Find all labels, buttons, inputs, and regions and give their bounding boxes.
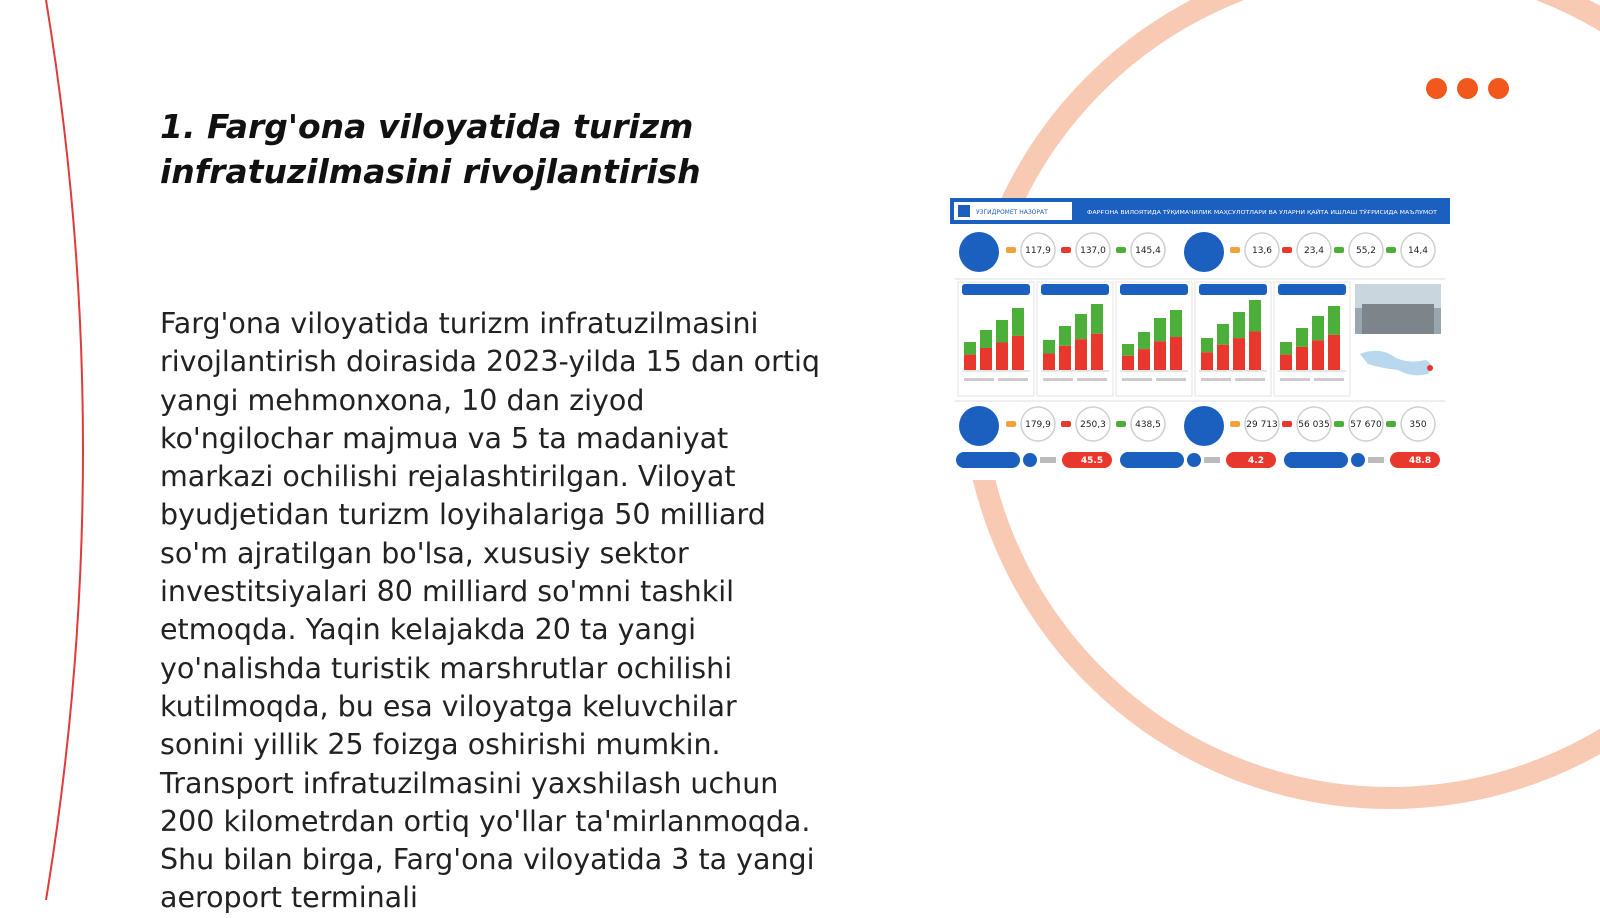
bottom-right-value: 29 713 [1246, 420, 1278, 430]
bar-green [1201, 338, 1213, 352]
bar-green [1043, 340, 1055, 354]
bar-green [1249, 300, 1261, 332]
left-edge-line [46, 0, 83, 900]
bottom-right-pill [1386, 421, 1396, 427]
bar-red [1296, 347, 1308, 370]
top-right-pill [1334, 247, 1344, 253]
bar-green [1233, 312, 1245, 338]
bar-red [1170, 337, 1182, 370]
top-right-value: 13,6 [1251, 246, 1273, 256]
bar-red [1233, 338, 1245, 370]
bar-green [1296, 328, 1308, 347]
bar-red [1091, 334, 1103, 370]
slide-title: 1. Farg'ona viloyatida turizm infratuzilmasini rivojlantirish [160, 107, 701, 191]
bar-red [964, 355, 976, 370]
bar-panel-header [1199, 284, 1267, 295]
bottom-right-pill [1282, 421, 1292, 427]
footer-value: 48.8 [1408, 456, 1432, 466]
dot-icon [1488, 78, 1509, 99]
footer-icon [1351, 453, 1365, 467]
bottom-right-value: 57 670 [1350, 420, 1382, 430]
top-right-value: 14,4 [1407, 246, 1429, 256]
footer-icon [1023, 453, 1037, 467]
bottom-left-value: 179,9 [1025, 420, 1051, 430]
bottom-right-value: 56 035 [1298, 420, 1330, 430]
bottom-left-pill [1006, 421, 1016, 427]
bar-green [1154, 318, 1166, 341]
infographic-image [950, 198, 1450, 480]
bar-green [1312, 316, 1324, 340]
top-right-pill [1230, 247, 1240, 253]
bar-red [1154, 341, 1166, 370]
bar-red [1122, 356, 1134, 370]
bottom-left-value: 250,3 [1080, 420, 1106, 430]
top-left-pill [1116, 247, 1126, 253]
dot-icon [1457, 78, 1478, 99]
footer-label-pill [956, 452, 1020, 468]
footer-icon [1187, 453, 1201, 467]
slide-body-text: Farg'ona viloyatida turizm infratuzilmasini rivojlantirish doirasida 2023-yilda 15 dan ortiq yangi mehmonxona, 10 dan ziyod ko'ngilochar majmua va 5 ta madaniyat markazi ochilishi rejalashtirilgan. Viloyat byudjetidan turizm loyihalariga 50 milliard so'm ajratilgan bo'lsa, xususiy sektor investitsiyalari 80 milliard so'mni tashkil etmoqda. Yaqin kelajakda 20 ta yangi yo'nalishda turistik marshrutlar ochilishi kutilmoqda, bu esa viloyatga keluvchilar sonini yillik 25 foizga oshirishi mumkin. Transport infratuzilmasini yaxshilash uchun 200 kilometrdan ortiq yo'llar ta'mirlanmoqda. Shu bilan birga, Farg'ona viloyatida 3 ta yangi aeroport terminali [160, 307, 820, 915]
bar-green [1091, 304, 1103, 334]
top-right-value: 55,2 [1355, 246, 1377, 256]
bottom-left-pill [1116, 421, 1126, 427]
bar-red [1249, 332, 1261, 371]
bar-green [964, 342, 976, 355]
bar-red [996, 343, 1008, 371]
dot-icon [1426, 78, 1447, 99]
bar-red [1217, 345, 1229, 370]
bar-green [996, 320, 1008, 343]
top-left-pill [1061, 247, 1071, 253]
bar-green [1059, 326, 1071, 346]
infographic-logo-text: УЗГИДРОМЕТ НАЗОРАТ [976, 209, 1048, 216]
footer-value: 4.2 [1248, 456, 1264, 466]
footer-label-pill [1120, 452, 1184, 468]
footer-label-pill [1284, 452, 1348, 468]
top-left-value: 145,4 [1135, 246, 1161, 256]
bar-green [1280, 342, 1292, 355]
bar-red [1059, 346, 1071, 370]
bar-red [1012, 336, 1024, 370]
bar-green [1328, 306, 1340, 335]
bottom-left-category-icon [959, 406, 999, 446]
bar-panel-header [1278, 284, 1346, 295]
bar-red [1280, 355, 1292, 370]
bar-panel-header [1041, 284, 1109, 295]
bottom-left-value: 438,5 [1135, 420, 1161, 430]
bar-red [1075, 339, 1087, 370]
bar-red [1138, 349, 1150, 370]
bar-red [1328, 335, 1340, 370]
bar-green [1075, 314, 1087, 339]
bar-green [1217, 324, 1229, 345]
bar-green [1012, 308, 1024, 336]
bottom-right-pill [1334, 421, 1344, 427]
top-right-value: 23,4 [1303, 246, 1325, 256]
bar-green [1122, 344, 1134, 356]
bottom-right-category-icon [1184, 406, 1224, 446]
bar-green [980, 330, 992, 348]
top-left-category-icon [959, 232, 999, 272]
top-left-value: 137,0 [1080, 246, 1106, 256]
bar-panel-header [962, 284, 1030, 295]
top-right-category-icon [1184, 232, 1224, 272]
bar-green [1170, 310, 1182, 337]
top-right-pill [1386, 247, 1396, 253]
bottom-right-value: 350 [1409, 420, 1427, 430]
top-right-pill [1282, 247, 1292, 253]
footer-value: 45.5 [1080, 456, 1104, 466]
bottom-left-pill [1061, 421, 1071, 427]
bar-red [1201, 352, 1213, 370]
bottom-right-pill [1230, 421, 1240, 427]
dots-menu-icon [1426, 78, 1509, 99]
infographic-header-text: ФАРҒОНА ВИЛОЯТИДА ТЎҚИМАЧИЛИК МАҲСУЛОТЛАРИ ВА УЛАРНИ ҚАЙТА ИШЛАШ ТЎҒРИСИДА МАЪЛУМОТ [1087, 210, 1379, 216]
top-left-pill [1006, 247, 1016, 253]
bar-green [1138, 332, 1150, 349]
bar-panel-header [1120, 284, 1188, 295]
bar-red [1312, 340, 1324, 370]
bar-red [1043, 354, 1055, 371]
bar-red [980, 348, 992, 370]
top-left-value: 117,9 [1025, 246, 1051, 256]
